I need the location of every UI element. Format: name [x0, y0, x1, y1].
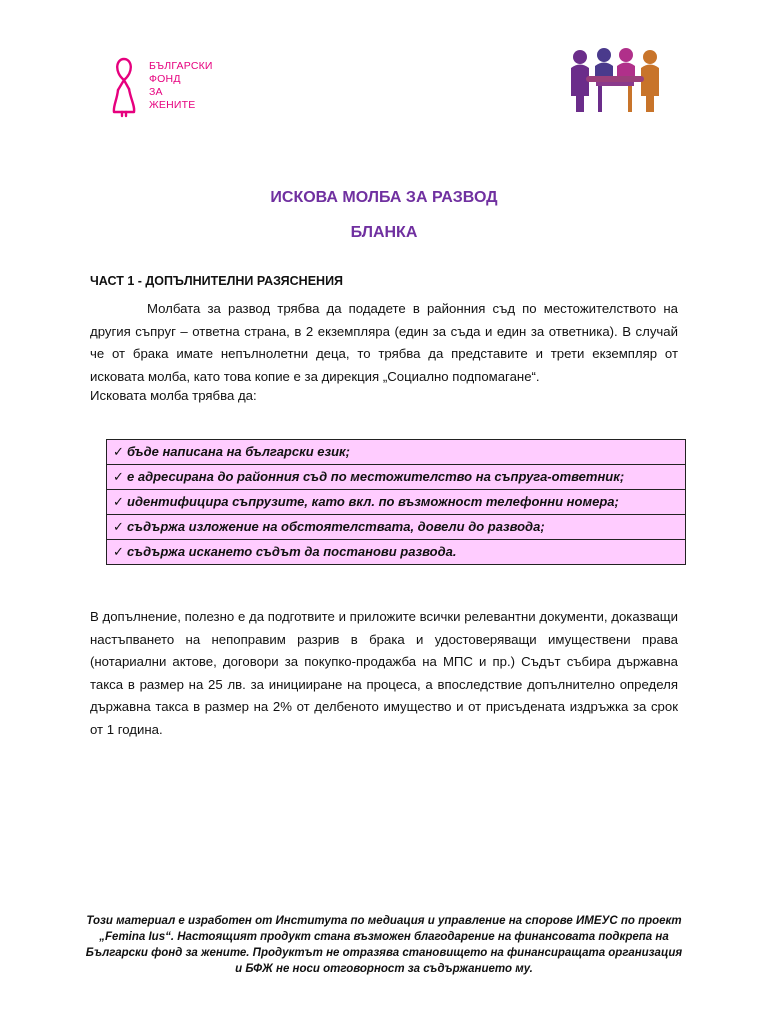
ribbon-woman-icon — [112, 56, 148, 118]
intro-paragraph: Молбата за развод трябва да подадете в районния съд по местожителството на другия съпруг – ответна страна, в 2 екземпляра (един за съда и един за ответника). В случай че от брака имате непълнолетни деца, то трябва да представите и трети екземпляр от исковата молба, като това копие е за дирекция „Социално подпомагане“. — [90, 301, 678, 384]
document-subtitle: БЛАНКА — [350, 224, 418, 241]
checkmark-icon: ✓ — [113, 519, 124, 534]
checklist-item-text: бъде написана на български език; — [127, 444, 350, 459]
checkmark-icon: ✓ — [113, 494, 124, 509]
checkmark-icon: ✓ — [113, 444, 124, 459]
checklist-item-text: съдържа изложение на обстоятелствата, довели до развода; — [127, 519, 545, 534]
requirements-lead: Исковата молба трябва да: — [90, 388, 257, 403]
checklist-item-text: идентифицира съпрузите, като вкл. по възможност телефонни номера; — [127, 494, 619, 509]
logo-line: ФОНД — [149, 73, 181, 85]
requirements-checklist — [106, 439, 686, 565]
logo-line: БЪЛГАРСКИ — [149, 60, 213, 72]
people-at-table-icon — [568, 46, 662, 116]
checklist-item — [107, 465, 686, 490]
funding-disclaimer-footer: Този материал е изработен от Института по медиация и управление на спорове ИМЕУС по проект „Femina Ius“. Настоящият продукт стана възможен благодарение на финансовата подкрепа на Български фонд за жените. Продуктът не отразява становището на финансиращата организация и БФЖ не носи отговорност за съдържанието му. — [85, 915, 683, 975]
bulgarian-fund-for-women-logo — [112, 56, 232, 118]
section-heading: ЧАСТ 1 - ДОПЪЛНИТЕЛНИ РАЗЯСНЕНИЯ — [90, 274, 344, 288]
logo-line: ЗА — [149, 86, 163, 98]
checklist-item — [107, 490, 686, 515]
checklist-item-text: съдържа искането съдът да постанови развода. — [127, 544, 457, 559]
logo-text — [149, 60, 213, 112]
additional-documents-paragraph: В допълнение, полезно е да подготвите и приложите всички релевантни документи, доказващи настъпването на непоправим разрив в брака и удостоверяващи имуществени права (нотариални актове, договори за покупко-продажба на МПС и пр.) Съдът събира държавна такса в размер на 25 лв. за иницииране на процеса, а впоследствие допълнително определя държавна такса в размер на 2% от делбеното имущество и от присъдената издръжка за срок от 1 година. — [90, 609, 678, 737]
checklist-item-text: е адресирана до районния съд по местожителство на съпруга-ответник; — [127, 469, 625, 484]
checklist-item — [107, 540, 686, 565]
document-title: ИСКОВА МОЛБА ЗА РАЗВОД — [270, 189, 498, 206]
checklist-item — [107, 515, 686, 540]
checklist-item — [107, 440, 686, 465]
logo-line: ЖЕНИТЕ — [149, 99, 196, 111]
checkmark-icon: ✓ — [113, 544, 124, 559]
checkmark-icon: ✓ — [113, 469, 124, 484]
